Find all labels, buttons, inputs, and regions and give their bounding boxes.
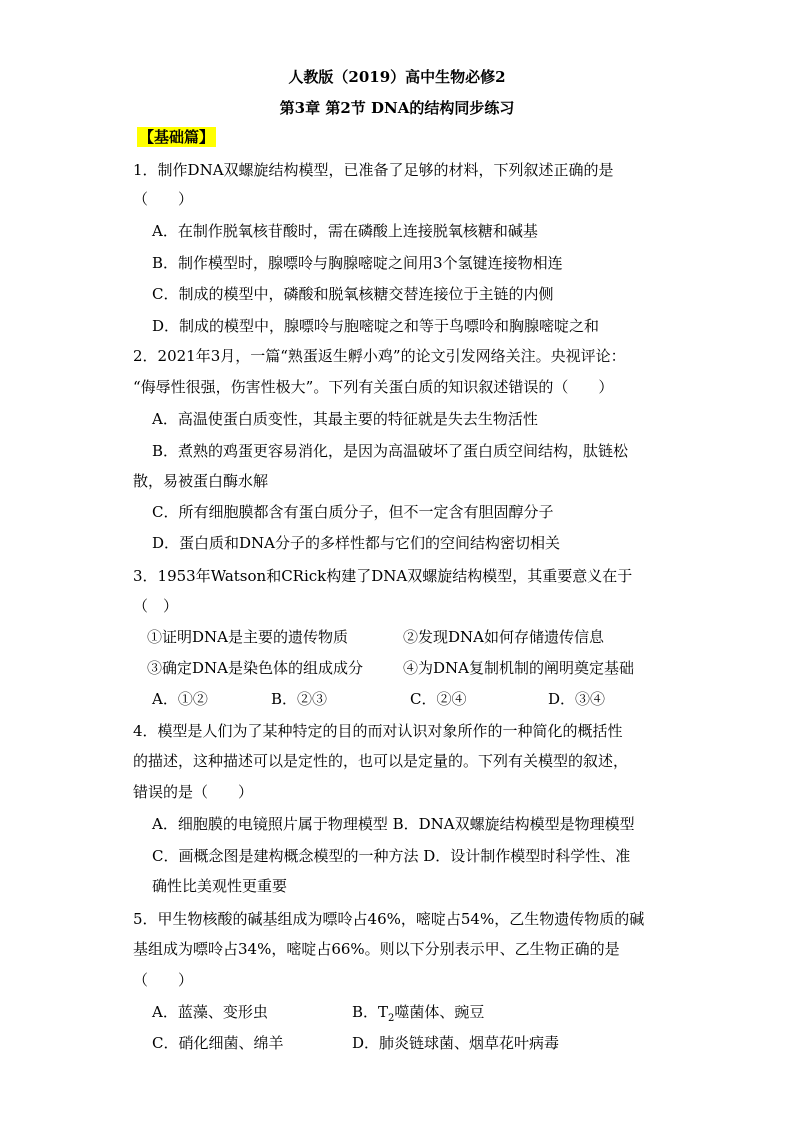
- document-subtitle: 第3章 第2节 DNA的结构同步练习: [279, 99, 515, 117]
- q3-option-c: C．②④: [410, 690, 467, 708]
- q1-option-a: A．在制作脱氧核苷酸时，需在磷酸上连接脱氧核糖和碱基: [152, 222, 538, 240]
- q4-options-cd-line1: C．画概念图是建构概念模型的一种方法 D．设计制作模型时科学性、准: [152, 847, 631, 865]
- q3-statement-1: ①证明DNA是主要的遗传物质: [147, 628, 348, 646]
- q5-option-a: A．蓝藻、变形虫: [152, 1003, 268, 1021]
- q2-stem-line2: “侮辱性很强，伤害性极大”。下列有关蛋白质的知识叙述错误的（ ）: [133, 378, 614, 396]
- q5-option-b-subscript: 2: [388, 1013, 395, 1024]
- q3-option-a: A．①②: [152, 690, 208, 708]
- q5-option-b: [352, 1002, 484, 1022]
- q3-statement-2: ②发现DNA如何存储遗传信息: [403, 628, 604, 646]
- q2-option-c: C．所有细胞膜都含有蛋白质分子，但不一定含有胆固醇分子: [152, 503, 554, 521]
- q3-stem-line2: （ ）: [133, 597, 179, 615]
- q1-option-c: C．制成的模型中，磷酸和脱氧核糖交替连接位于主链的内侧: [152, 285, 554, 303]
- q4-options-ab: A．细胞膜的电镜照片属于物理模型 B．DNA双螺旋结构模型是物理模型: [152, 815, 635, 833]
- q2-option-a: A．高温使蛋白质变性，其最主要的特征就是失去生物活性: [152, 410, 538, 428]
- q2-option-d: D．蛋白质和DNA分子的多样性都与它们的空间结构密切相关: [152, 534, 561, 552]
- q3-stem-line1: 3．1953年Watson和CRick构建了DNA双螺旋结构模型，其重要意义在于: [133, 567, 633, 585]
- q1-option-d: D．制成的模型中，腺嘌呤与胞嘧啶之和等于鸟嘌呤和胸腺嘧啶之和: [152, 317, 600, 335]
- q1-stem-line1: 1．制作DNA双螺旋结构模型，已准备了足够的材料，下列叙述正确的是: [133, 161, 614, 179]
- q3-option-b: B．②③: [271, 690, 328, 708]
- q3-option-d: D．③④: [548, 690, 606, 708]
- q4-stem-line1: 4．模型是人们为了某种特定的目的而对认识对象所作的一种简化的概括性: [133, 722, 623, 740]
- q4-stem-line3: 错误的是（ ）: [133, 783, 254, 801]
- q5-option-d: D．肺炎链球菌、烟草花叶病毒: [352, 1034, 560, 1052]
- q5-option-c: C．硝化细菌、绵羊: [152, 1034, 284, 1052]
- q2-stem-line1: 2．2021年3月，一篇“熟蛋返生孵小鸡”的论文引发网络关注。央视评论：: [133, 347, 626, 365]
- q3-statement-3: ③确定DNA是染色体的组成成分: [147, 659, 363, 677]
- document-title: 人教版（2019）高中生物必修2: [288, 68, 506, 86]
- section-tag: 【基础篇】: [139, 128, 215, 146]
- q5-option-b-text: 噬菌体、豌豆: [394, 1003, 485, 1021]
- q1-stem-line2: （ ）: [133, 190, 194, 208]
- q5-stem-line2: 基组成为嘌呤占34%，嘧啶占66%。则以下分别表示甲、乙生物正确的是: [133, 940, 620, 958]
- q5-stem-line1: 5．甲生物核酸的碱基组成为嘌呤占46%，嘧啶占54%，乙生物遗传物质的碱: [133, 910, 645, 928]
- q3-statement-4: ④为DNA复制机制的阐明奠定基础: [403, 659, 634, 677]
- q4-stem-line2: 的描述，这种描述可以是定性的，也可以是定量的。下列有关模型的叙述，: [133, 752, 629, 770]
- q2-option-b-line2: 散，易被蛋白酶水解: [133, 472, 269, 490]
- q4-options-cd-line2: 确性比美观性更重要: [152, 877, 288, 895]
- q5-stem-line3: （ ）: [133, 971, 194, 989]
- q1-option-b: B．制作模型时，腺嘌呤与胸腺嘧啶之间用3个氢键连接物相连: [152, 254, 563, 272]
- q5-option-b-prefix: B．T: [352, 1003, 389, 1021]
- q2-option-b-line1: B．煮熟的鸡蛋更容易消化，是因为高温破坏了蛋白质空间结构，肽链松: [152, 442, 629, 460]
